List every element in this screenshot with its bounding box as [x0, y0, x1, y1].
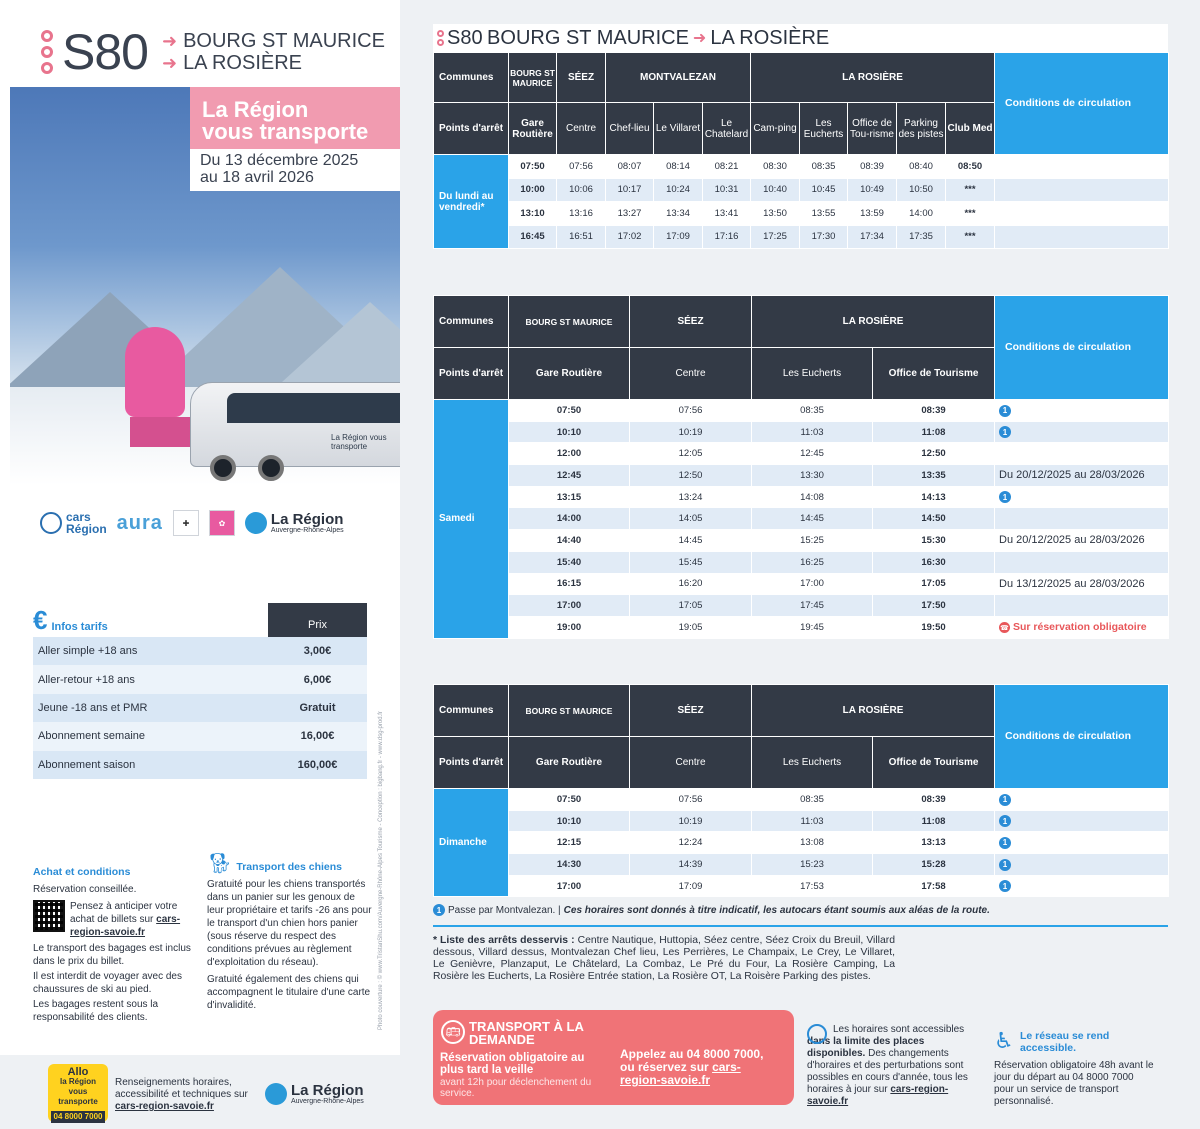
time-cell: 12:50 — [630, 465, 752, 487]
day-label: Du lundi au vendredi* — [434, 155, 509, 249]
time-cell: 14:00 — [509, 508, 630, 530]
fare-price: 16,00€ — [300, 730, 335, 743]
route-dots-icon — [437, 30, 444, 46]
time-cell: 17:30 — [800, 225, 848, 249]
divider — [433, 925, 1168, 927]
time-cell: 10:17 — [606, 178, 654, 202]
fare-row — [33, 694, 367, 722]
time-cell: 10:50 — [897, 178, 946, 202]
time-cell: 17:58 — [873, 875, 995, 897]
table-row — [434, 551, 1169, 573]
price-header: Prix — [268, 603, 367, 637]
arrow-right-icon: ➜ — [161, 31, 178, 51]
time-cell: 14:45 — [630, 530, 752, 552]
route-header — [40, 22, 385, 82]
time-cell: 17:05 — [873, 573, 995, 595]
time-cell: 07:50 — [509, 400, 630, 422]
banner-line-1: La Région — [202, 97, 309, 122]
condition-cell — [995, 202, 1169, 226]
info-icon: 1 — [999, 880, 1011, 892]
partner-logos — [40, 503, 380, 543]
left-panel — [0, 0, 400, 1129]
table-row — [434, 832, 1169, 854]
time-cell: 07:56 — [557, 155, 606, 179]
fare-label: Abonnement saison — [38, 758, 136, 771]
time-cell: 14:00 — [897, 202, 946, 226]
table-row — [434, 443, 1169, 465]
info-icon: 1 — [433, 904, 445, 916]
table-row — [434, 810, 1169, 832]
clock-icon — [807, 1024, 827, 1044]
fare-row — [33, 751, 367, 779]
served-stops-list: * Liste des arrêts desservis : Centre Nautique, Huttopia, Séez centre, Séez Croix du Breuil, Villard dessous, Villard dessus, Montvalezan Chef lieu, Les Perrières, Le Champaix, Le Crey, Le Villaret, Le Genièvre, Planzaput, Le Châtelard, La Combaz, Le Pré du Four, La Rosière Camping, La Rosière les Eucherts, La Rosière Entrée station, La Rosière OT, La Roisère Parking des pistes. — [433, 935, 896, 982]
time-cell: 17:45 — [752, 595, 873, 617]
info-icon: 1 — [999, 794, 1011, 806]
info-icon: 1 — [999, 426, 1011, 438]
bus-icon: 🚌︎ — [441, 1020, 465, 1044]
day-label: Dimanche — [434, 789, 509, 897]
banner-title — [190, 87, 403, 149]
table-row — [434, 155, 1169, 179]
time-cell: 07:50 — [509, 155, 557, 179]
route-destinations — [162, 30, 385, 74]
fare-label: Aller simple +18 ans — [38, 645, 138, 658]
sunday-timetable: Communes BOURG ST MAURICE SÉEZ LA ROSIÈRE Conditions de circulation Points d'arrêt Gare Routière Centre Les Eucherts Office de Tourisme Dimanche 07:50 07:56 08:35 08:39 1 10:10 10:19 11:03 11:08 1 12:15 12:24 13:08 13:13 1 14:30 14:39 15:23 15:28 1 17:00 17:09 17:53 17:58 1 — [433, 684, 1169, 897]
route-dots-icon — [40, 30, 54, 74]
route-number: S80 — [62, 24, 148, 80]
banner-line-2: vous transporte — [202, 119, 369, 144]
time-cell: 12:45 — [752, 443, 873, 465]
time-cell: 17:05 — [630, 595, 752, 617]
time-cell: 19:50 — [873, 616, 995, 638]
time-cell: 13:15 — [509, 486, 630, 508]
condition-cell — [995, 551, 1169, 573]
tad-link[interactable]: cars-region-savoie.fr — [620, 1060, 741, 1087]
time-cell: 11:08 — [873, 421, 995, 443]
time-cell: 13:55 — [800, 202, 848, 226]
achat-title: Achat et conditions — [33, 866, 131, 878]
condition-cell — [995, 155, 1169, 179]
time-cell: 16:15 — [509, 573, 630, 595]
condition-cell — [995, 178, 1169, 202]
condition-cell — [995, 421, 1169, 443]
fare-row — [33, 637, 367, 665]
time-cell: 08:39 — [873, 789, 995, 811]
condition-cell — [995, 400, 1169, 422]
time-cell: 13:08 — [752, 832, 873, 854]
info-icon: 1 — [999, 491, 1011, 503]
time-cell: 07:56 — [630, 400, 752, 422]
footnote: 1 Passe par Montvalezan. | Ces horaires sont donnés à titre indicatif, les autocars étant soumis aux aléas de la route. — [433, 904, 1168, 916]
dog-icon: 🐕︎ — [207, 853, 233, 875]
time-cell: 10:00 — [509, 178, 557, 202]
time-cell: 08:14 — [654, 155, 703, 179]
info-icon: 1 — [999, 859, 1011, 871]
weekday-timetable: Communes BOURG ST MAURICE SÉEZ MONTVALEZAN LA ROSIÈRE Conditions de circulation Points d'arrêt Gare Routière Centre Chef-lieu Le Villaret Le Chatelard Cam-ping Les Eucherts Office de Tou-risme Parking des pistes Club Med Du lundi au vendredi* 07:50 07:56 08:07 08:14 08:21 08:30 08:35 08:39 08:40 08:50 10:00 10:06 10:17 10:24 10:31 10:40 10:45 10:49 10:50 *** 13:10 13:16 13:27 13:34 13:41 13:50 13:55 13:59 14:00 *** 16:45 16:51 17:02 17:09 17:16 17:25 17:30 17:34 17:35 *** — [433, 52, 1169, 249]
access-link[interactable]: cars-region-savoie.fr — [807, 1084, 949, 1107]
condition-cell — [995, 508, 1169, 530]
timetable-title: S80 BOURG ST MAURICE ➜ LA ROSIÈRE — [433, 24, 1168, 52]
time-cell: 12:50 — [873, 443, 995, 465]
time-cell: 10:19 — [630, 421, 752, 443]
table-row — [434, 225, 1169, 249]
allo-region-badge: Allo la Région vous transporte 04 8000 7000 — [48, 1064, 108, 1122]
time-cell: 13:34 — [654, 202, 703, 226]
time-cell: 11:03 — [752, 421, 873, 443]
cars-region-logo: cars Région — [40, 511, 107, 535]
condition-cell — [995, 486, 1169, 508]
table-row — [434, 616, 1169, 638]
montvalezan-logo: ✚ — [173, 510, 199, 536]
time-cell: 13:27 — [606, 202, 654, 226]
table-row — [434, 178, 1169, 202]
time-cell: 08:50 — [946, 155, 995, 179]
table-row — [434, 486, 1169, 508]
time-cell: 14:50 — [873, 508, 995, 530]
la-region-logo: La Région Auvergne-Rhône-Alpes — [245, 512, 344, 534]
time-cell: 15:30 — [873, 530, 995, 552]
dog-transport: 🐕︎ Transport des chiens Gratuité pour les chiens transportés dans un panier sur les genoux de leur propriétaire et tarifs -26 ans pour le transport d'un chien hors panier (sous réserve du respect des conditions prévues au règlement d'exploitation du réseau). Gratuité également des chiens qui accompagnent le titulaire d'une carte d'invalidité. — [207, 853, 372, 1011]
fare-price: 3,00€ — [303, 645, 332, 658]
table-row — [434, 875, 1169, 897]
time-cell: 12:24 — [630, 832, 752, 854]
allo-link[interactable]: cars-region-savoie.fr — [115, 1101, 214, 1112]
time-cell: 17:00 — [509, 595, 630, 617]
condition-cell: Du 13/12/2025 au 28/03/2026 — [995, 573, 1169, 595]
info-icon: 1 — [999, 405, 1011, 417]
fare-label: Aller-retour +18 ans — [38, 673, 135, 686]
table-row — [434, 508, 1169, 530]
arrow-right-icon: ➜ — [161, 53, 178, 73]
allo-info: Renseignements horaires, accessibilité et techniques sur cars-region-savoie.fr — [115, 1077, 248, 1112]
time-cell: 14:45 — [752, 508, 873, 530]
fare-label: Jeune -18 ans et PMR — [38, 701, 148, 714]
route-dest-1: BOURG ST MAURICE — [183, 30, 385, 52]
time-cell: 13:41 — [703, 202, 751, 226]
la-region-footer-logo: La Région Auvergne-Rhône-Alpes — [265, 1083, 364, 1105]
condition-cell — [995, 595, 1169, 617]
time-cell: 16:45 — [509, 225, 557, 249]
time-cell: 08:07 — [606, 155, 654, 179]
time-cell: 17:50 — [873, 595, 995, 617]
euro-icon: € — [33, 605, 48, 635]
time-cell: 14:30 — [509, 854, 630, 876]
time-cell: 07:56 — [630, 789, 752, 811]
time-cell: 10:49 — [848, 178, 897, 202]
time-cell: 19:45 — [752, 616, 873, 638]
time-cell: 14:13 — [873, 486, 995, 508]
condition-cell — [995, 832, 1169, 854]
day-label: Samedi — [434, 400, 509, 639]
condition-cell: Du 20/12/2025 au 28/03/2026 — [995, 530, 1169, 552]
time-cell: 11:08 — [873, 810, 995, 832]
table-row — [434, 573, 1169, 595]
condition-cell — [995, 443, 1169, 465]
time-cell: 08:30 — [751, 155, 800, 179]
time-cell: 13:59 — [848, 202, 897, 226]
time-cell: 07:50 — [509, 789, 630, 811]
time-cell: 13:13 — [873, 832, 995, 854]
time-cell: 10:40 — [751, 178, 800, 202]
pink-elephant-statue — [125, 327, 185, 417]
table-row — [434, 465, 1169, 487]
arrow-right-icon: ➜ — [692, 30, 707, 47]
time-cell: 15:28 — [873, 854, 995, 876]
time-cell: 08:21 — [703, 155, 751, 179]
table-row — [434, 421, 1169, 443]
time-cell: 08:35 — [752, 789, 873, 811]
time-cell: 13:16 — [557, 202, 606, 226]
fare-row — [33, 722, 367, 750]
tad-title: TRANSPORT À LA DEMANDE — [469, 1019, 584, 1047]
time-cell: 17:53 — [752, 875, 873, 897]
saturday-timetable: Communes BOURG ST MAURICE SÉEZ LA ROSIÈRE Conditions de circulation Points d'arrêt Gare Routière Centre Les Eucherts Office de Tourisme Samedi 07:50 07:56 08:35 08:39 1 10:10 10:19 11:03 11:08 1 12:00 12:05 12:45 12:50 12:45 12:50 13:30 13:35 Du 20/12/2025 au 28/03/2026 13:15 13:24 14:08 14:13 1 14:00 14:05 14:45 14:50 14:40 14:45 15:25 15:30 Du 20/12/2025 au 28/03/2026 15:40 15:45 16:25 16:30 16:15 16:20 17:00 17:05 Du 13/12/2025 au 28/03/2026 17:00 17:05 17:45 17:50 19:00 19:05 19:45 19:50 ☎ Sur réservation obligatoire — [433, 295, 1169, 639]
info-icon: 1 — [999, 815, 1011, 827]
time-cell: 10:31 — [703, 178, 751, 202]
time-cell: 15:25 — [752, 530, 873, 552]
time-cell: 13:10 — [509, 202, 557, 226]
time-cell: 13:30 — [752, 465, 873, 487]
bus-text: La Région vous transporte — [331, 433, 387, 451]
time-cell: 17:25 — [751, 225, 800, 249]
time-cell: 08:40 — [897, 155, 946, 179]
time-cell: 15:23 — [752, 854, 873, 876]
time-cell: 12:15 — [509, 832, 630, 854]
time-cell: 10:19 — [630, 810, 752, 832]
accessibility-info: ♿︎ Le réseau se rend accessible. Réservation obligatoire 48h avant le jour du départ au 04 8000 7000 pour un service de transport personnalisé. — [994, 1028, 1154, 1107]
schedule-availability-info: Les horaires sont accessibles dans la limite des places disponibles. Des changements d'horaires et des perturbations sont possibles en cours d'année, tous les horaires à jour sur cars-region-savoie.fr — [807, 1024, 968, 1107]
time-cell: 15:45 — [630, 551, 752, 573]
fare-row — [33, 665, 367, 693]
time-cell: 17:09 — [654, 225, 703, 249]
time-cell: 15:40 — [509, 551, 630, 573]
time-cell: 12:00 — [509, 443, 630, 465]
allo-footer — [0, 1055, 400, 1129]
table-row — [434, 530, 1169, 552]
phone-reservation-icon: ☎ — [999, 622, 1010, 633]
fares-title: Infos tarifs — [51, 621, 108, 633]
table-row — [434, 595, 1169, 617]
time-cell: 12:05 — [630, 443, 752, 465]
date-end: au 18 avril 2026 — [200, 169, 314, 186]
achat-link[interactable]: cars-region-savoie.fr — [70, 914, 181, 938]
time-cell: 10:10 — [509, 421, 630, 443]
condition-cell — [995, 875, 1169, 897]
table-row — [434, 854, 1169, 876]
condition-cell — [995, 789, 1169, 811]
fares-table — [33, 603, 367, 779]
time-cell: 17:34 — [848, 225, 897, 249]
time-cell: 16:20 — [630, 573, 752, 595]
time-cell: 14:40 — [509, 530, 630, 552]
table-row — [434, 400, 1169, 422]
condition-cell: Du 20/12/2025 au 28/03/2026 — [995, 465, 1169, 487]
route-dest-2: LA ROSIÈRE — [183, 52, 302, 74]
time-cell: 16:30 — [873, 551, 995, 573]
on-demand-transport-box: 🚌︎ TRANSPORT À LA DEMANDE Réservation obligatoire au plus tard la veille avant 12h pour déclenchement du service. Appelez au 04 8000 7000, ou réservez sur cars-region-savoie.fr — [433, 1010, 794, 1105]
time-cell: 17:09 — [630, 875, 752, 897]
time-cell: 17:02 — [606, 225, 654, 249]
time-cell: 14:39 — [630, 854, 752, 876]
time-cell: 19:05 — [630, 616, 752, 638]
time-cell: 12:45 — [509, 465, 630, 487]
wheelchair-icon: ♿︎ — [994, 1028, 1014, 1053]
time-cell: 14:08 — [752, 486, 873, 508]
time-cell: 16:51 — [557, 225, 606, 249]
table-row — [434, 789, 1169, 811]
time-cell: 14:05 — [630, 508, 752, 530]
table-row — [434, 202, 1169, 226]
fare-price: 160,00€ — [297, 758, 338, 771]
time-cell: 08:39 — [848, 155, 897, 179]
photo-credit: Photo couverture : © www.TristanShu.com/Auvergne-Rhône-Alpes Tourisme - Conception : bigbang.fr - www.dsg-prod.fr — [378, 711, 384, 1030]
purchase-conditions: Achat et conditions Réservation conseillée. Pensez à anticiper votre achat de billets sur cars-region-savoie.fr Le transport des bagages est inclus dans le prix du billet. Il est interdit de voyager avec des chaussures de ski au pied. Les bagages restent sous la responsabilité des clients. — [33, 866, 193, 1026]
date-start: Du 13 décembre 2025 — [200, 152, 359, 169]
time-cell: 08:39 — [873, 400, 995, 422]
validity-dates — [190, 149, 403, 191]
fare-price: 6,00€ — [303, 673, 332, 686]
time-cell: 08:35 — [800, 155, 848, 179]
aura-logo: aura — [116, 511, 163, 534]
time-cell: 19:00 — [509, 616, 630, 638]
time-cell: *** — [946, 202, 995, 226]
info-icon: 1 — [999, 837, 1011, 849]
fare-price: Gratuit — [299, 701, 336, 714]
time-cell: 17:35 — [897, 225, 946, 249]
time-cell: 08:35 — [752, 400, 873, 422]
time-cell: 11:03 — [752, 810, 873, 832]
la-rosiere-logo: ✿ — [209, 510, 235, 536]
fare-label: Abonnement semaine — [38, 730, 146, 743]
time-cell: 10:10 — [509, 810, 630, 832]
time-cell: *** — [946, 178, 995, 202]
time-cell: 16:25 — [752, 551, 873, 573]
condition-cell — [995, 810, 1169, 832]
time-cell: 10:06 — [557, 178, 606, 202]
condition-cell — [995, 225, 1169, 249]
time-cell: 17:16 — [703, 225, 751, 249]
condition-cell — [995, 854, 1169, 876]
qr-code-icon[interactable] — [33, 900, 65, 932]
time-cell: 10:24 — [654, 178, 703, 202]
time-cell: 17:00 — [509, 875, 630, 897]
condition-cell: ☎ Sur réservation obligatoire — [995, 616, 1169, 638]
time-cell: 13:50 — [751, 202, 800, 226]
time-cell: 17:00 — [752, 573, 873, 595]
time-cell: *** — [946, 225, 995, 249]
time-cell: 13:24 — [630, 486, 752, 508]
chiens-title: Transport des chiens — [236, 861, 343, 873]
time-cell: 13:35 — [873, 465, 995, 487]
time-cell: 10:45 — [800, 178, 848, 202]
